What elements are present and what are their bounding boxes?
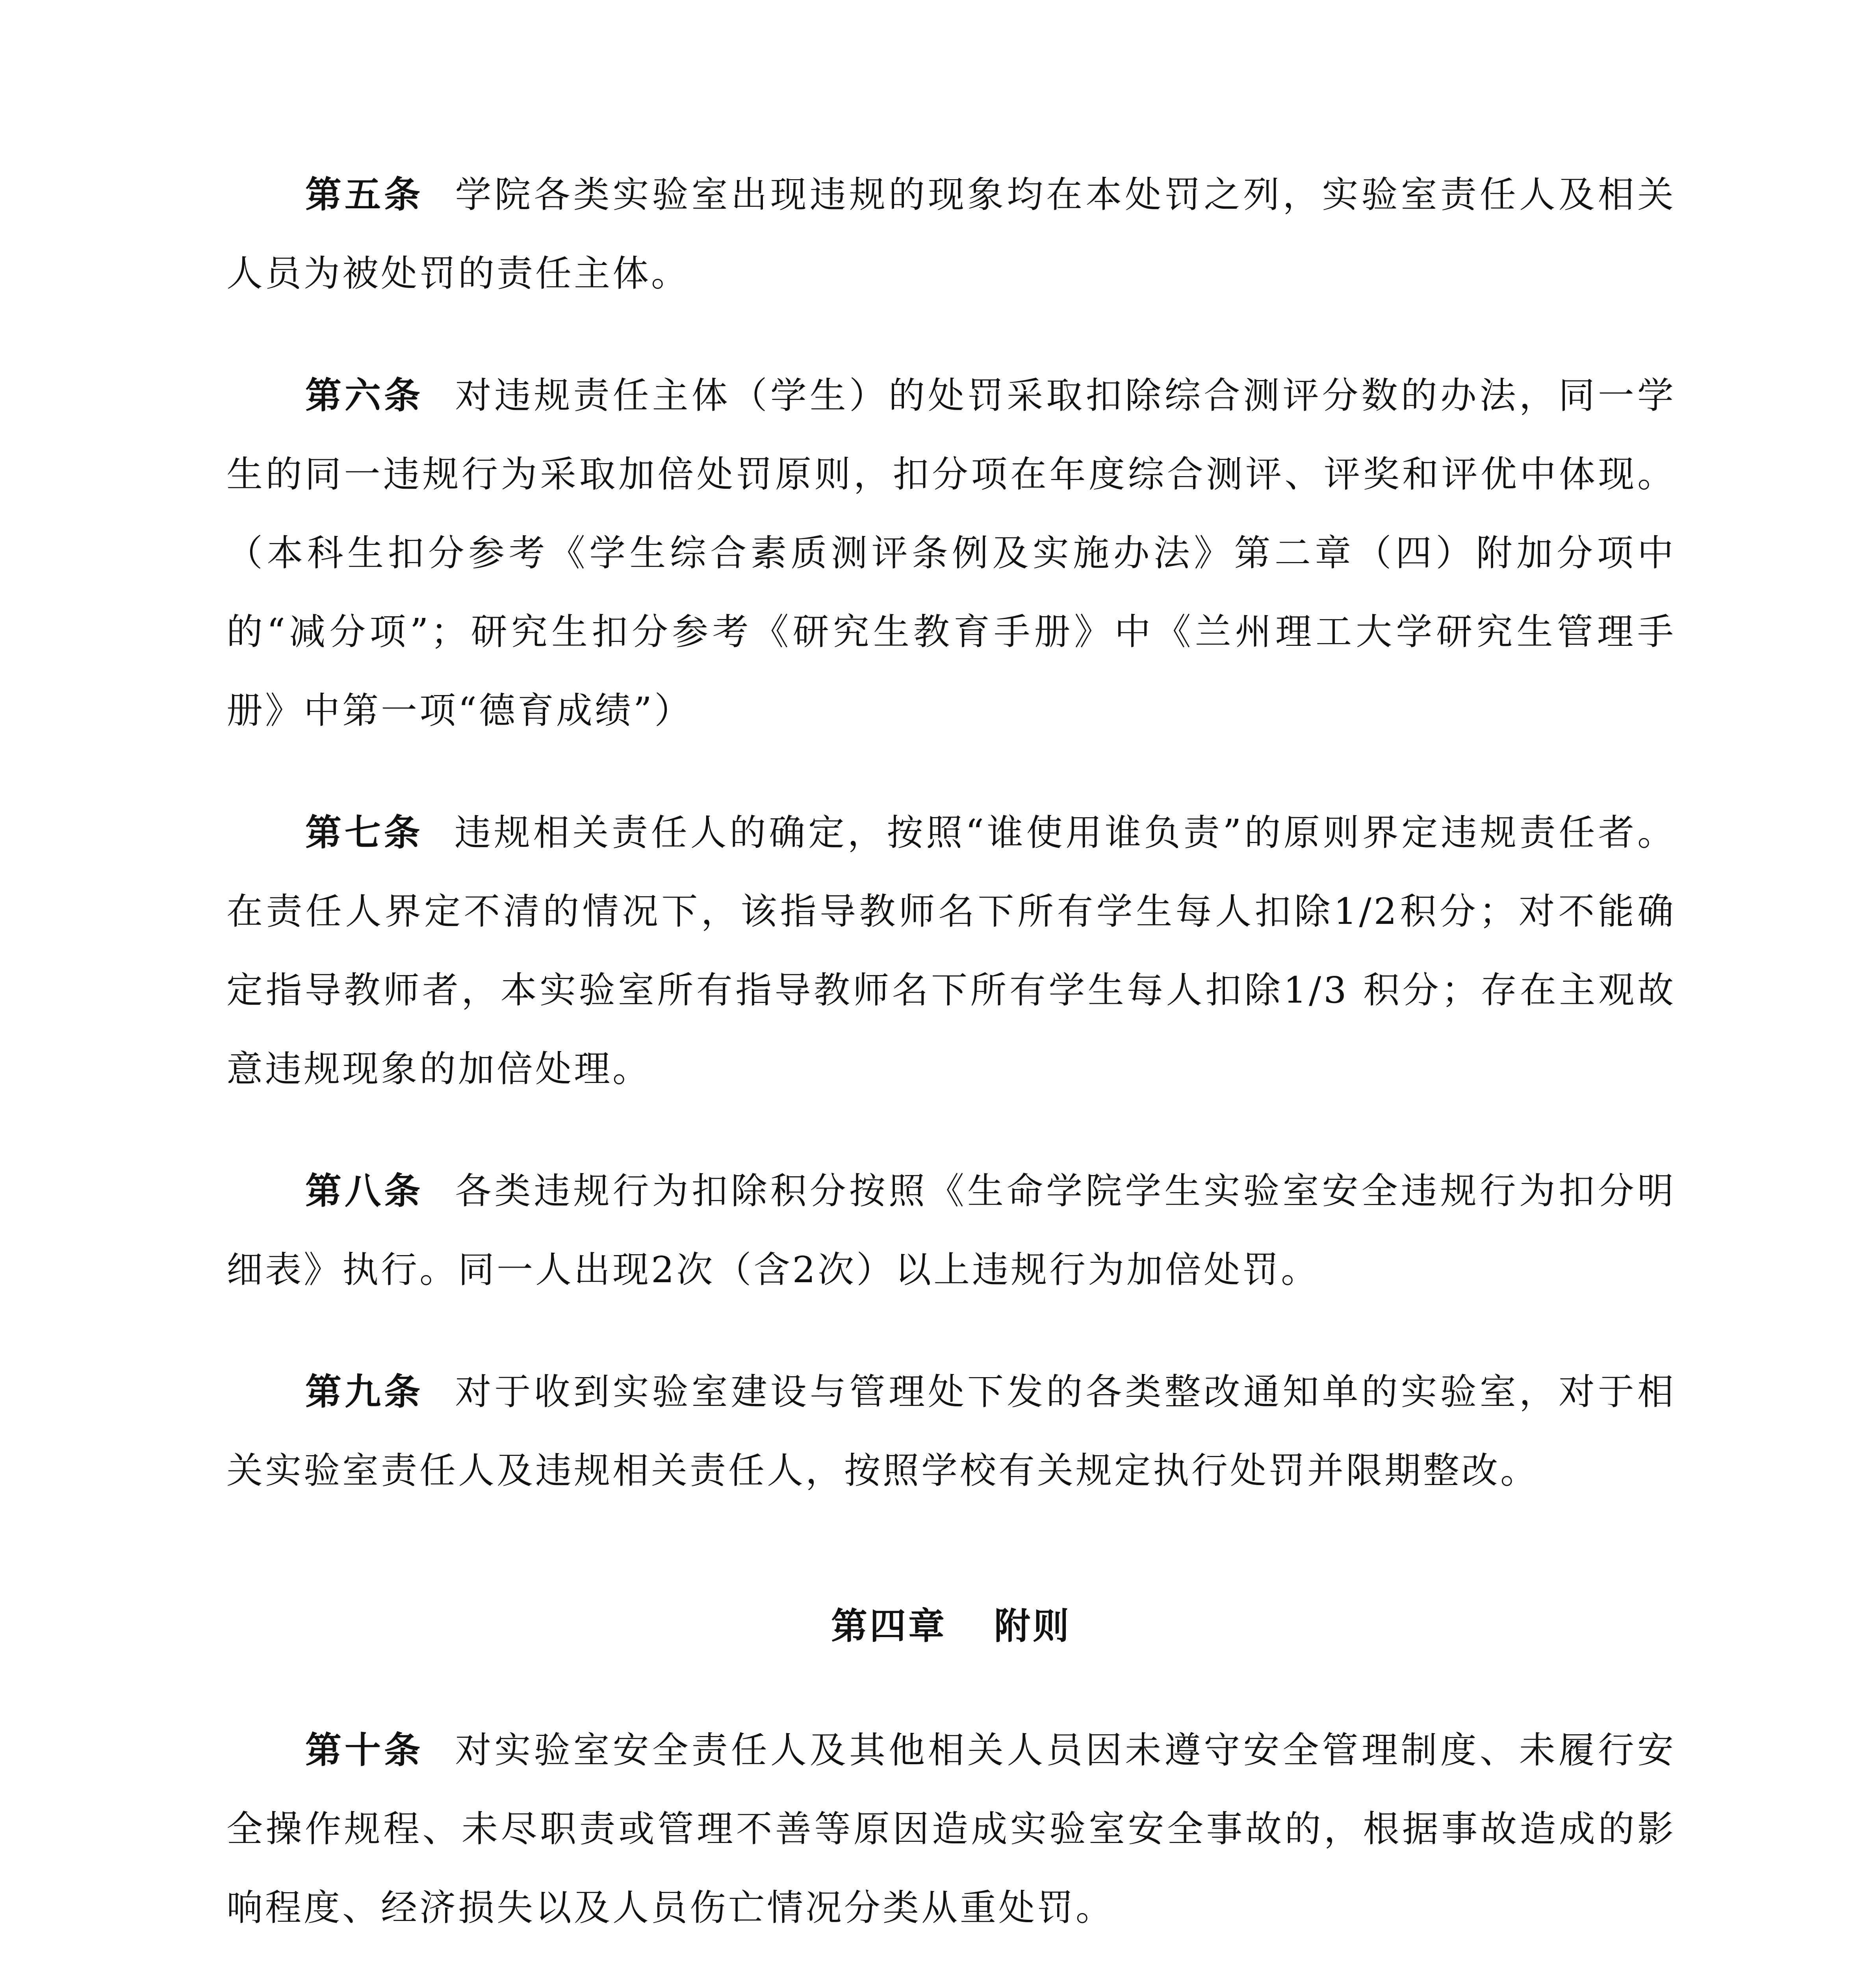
- article-6-label: 第六条: [305, 375, 424, 417]
- article-7-text: 违规相关责任人的确定，按照“谁使用谁负责”的原则界定违规责任者。在责任人界定不清的情况下，该指导教师名下所有学生每人扣除1/2积分；对不能确定指导教师者，本实验室所有指导教师名下所有学生每人扣除1/3 积分；存在主观故意违规现象的加倍处理。: [226, 812, 1676, 1090]
- article-5-label: 第五条: [305, 174, 424, 216]
- article-9-label: 第九条: [305, 1371, 424, 1413]
- chapter-heading: [226, 1597, 1676, 1656]
- document-body: [226, 156, 1676, 1969]
- article-9: [226, 1353, 1676, 1510]
- article-10-text: 对实验室安全责任人及其他相关人员因未遵守安全管理制度、未履行安全操作规程、未尽职责或管理不善等原因造成实验室安全事故的，根据事故造成的影响程度、经济损失以及人员伤亡情况分类从重处罚。: [226, 1729, 1676, 1929]
- article-10-label: 第十条: [305, 1729, 424, 1771]
- article-5: [226, 156, 1676, 313]
- article-7-label: 第七条: [305, 812, 423, 854]
- article-8-text: 各类违规行为扣除积分按照《生命学院学生实验室安全违规行为扣分明细表》执行。同一人出现2次（含2次）以上违规行为加倍处罚。: [226, 1170, 1676, 1291]
- article-7: [226, 794, 1676, 1109]
- article-6: [226, 356, 1676, 750]
- article-10: [226, 1711, 1676, 1947]
- chapter-title: 附则: [994, 1605, 1072, 1647]
- chapter-number: 第四章: [831, 1605, 947, 1647]
- article-6-text: 对违规责任主体（学生）的处罚采取扣除综合测评分数的办法，同一学生的同一违规行为采取加倍处罚原则，扣分项在年度综合测评、评奖和评优中体现。（本科生扣分参考《学生综合素质测评条例及实施办法》第二章（四）附加分项中的“减分项”；研究生扣分参考《研究生教育手册》中《兰州理工大学研究生管理手册》中第一项“德育成绩”）: [226, 375, 1676, 732]
- article-5-text: 学院各类实验室出现违规的现象均在本处罚之列，实验室责任人及相关人员为被处罚的责任主体。: [226, 174, 1676, 295]
- article-9-text: 对于收到实验室建设与管理处下发的各类整改通知单的实验室，对于相关实验室责任人及违规相关责任人，按照学校有关规定执行处罚并限期整改。: [226, 1371, 1676, 1492]
- article-8: [226, 1152, 1676, 1309]
- article-8-label: 第八条: [305, 1170, 424, 1212]
